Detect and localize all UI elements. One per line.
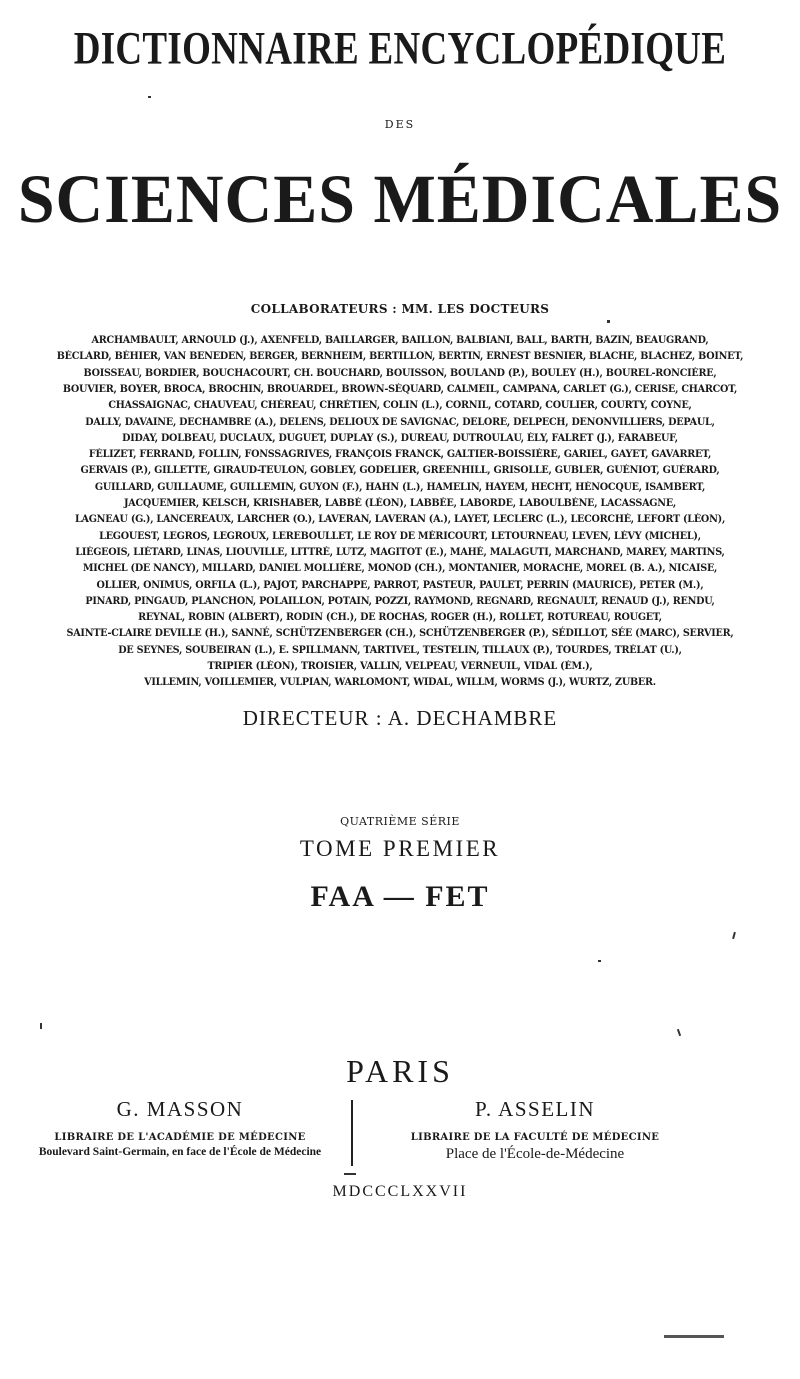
publisher-divider (351, 1100, 353, 1166)
publisher-left-name: G. MASSON (116, 1097, 244, 1121)
imprint-city: PARIS (346, 1053, 454, 1089)
print-speck (607, 320, 610, 323)
print-speck (148, 96, 151, 98)
print-speck (677, 1029, 681, 1036)
volume-range: FAA — FET (310, 880, 490, 913)
series-label: QUATRIÈME SÉRIE (340, 815, 460, 828)
contributors-line: GERVAIS (P.), GILLETTE, GIRAUD-TEULON, GOBLEY, GODELIER, GREENHILL, GRISOLLE, GUBLER, GUÉNIOT, GUÉRARD, (80, 465, 720, 477)
contributors-line: LAGNEAU (G.), LANCEREAUX, LARCHER (O.), LAVERAN, LAVERAN (A.), LAYET, LECLERC (L.), LECORCHÉ, LEFORT (LÉON), (74, 514, 726, 526)
contributors-line: DE SEYNES, SOUBEIRAN (L.), E. SPILLMANN, TARTIVEL, TESTELIN, TILLAUX (P.), TOURDES, TRÉLAT (U.), (118, 644, 682, 656)
publisher-left-role: LIBRAIRE DE L'ACADÉMIE DE MÉDECINE (54, 1132, 306, 1143)
publisher-right-address: Place de l'École-de-Médecine (445, 1146, 625, 1162)
contributors-line: ARCHAMBAULT, ARNOULD (J.), AXENFELD, BAILLARGER, BAILLON, BALBIANI, BALL, BARTH, BAZIN, BEAUGRAND, (91, 335, 709, 346)
contributors-line: LIÉGEOIS, LIÉTARD, LINAS, LIOUVILLE, LITTRÉ, LUTZ, MAGITOT (E.), MAHÉ, MALAGUTI, MARCHAND, MAREY, MARTINS, (75, 546, 725, 558)
dictionary-title: DICTIONNAIRE ENCYCLOPÉDIQUE (73, 23, 727, 75)
contributors-line: PINARD, PINGAUD, PLANCHON, POLAILLON, POTAIN, POZZI, RAYMOND, REGNARD, REGNAULT, RENAUD (J.), RENDU, (85, 595, 715, 607)
contributors-line: VILLEMIN, VOILLEMIER, VULPIAN, WARLOMONT, WIDAL, WILLM, WORMS (J.), WURTZ, ZUBER. (144, 677, 656, 689)
publisher-right (375, 1097, 695, 1163)
contributors-line: LEGOUEST, LEGROS, LEGROUX, LEREBOULLET, LE ROY DE MÉRICOURT, LETOURNEAU, LEVEN, LÉVY (MICHEL), (99, 530, 701, 542)
main-title: SCIENCES MÉDICALES (17, 161, 783, 238)
publication-year: MDCCCLXXVII (332, 1183, 468, 1200)
contributors-line: FÉLIZET, FERRAND, FOLLIN, FONSSAGRIVES, FRANÇOIS FRANCK, GALTIER-BOISSIÈRE, GARIEL, GAYET, GAVARRET, (88, 449, 712, 461)
publisher-right-role: LIBRAIRE DE LA FACULTÉ DE MÉDECINE (410, 1132, 660, 1143)
tome-label: TOME PREMIER (299, 836, 501, 861)
contributors-line: REYNAL, ROBIN (ALBERT), RODIN (CH.), DE ROCHAS, ROGER (H.), ROLLET, ROTUREAU, ROUGET, (138, 612, 662, 624)
publisher-right-name: P. ASSELIN (474, 1097, 596, 1121)
contributors-line: DALLY, DAVAINE, DECHAMBRE (A.), DELENS, DELIOUX DE SAVIGNAC, DELORE, DELPECH, DENONVILLIERS, DEPAUL, (85, 416, 715, 428)
print-speck (598, 960, 601, 962)
contributors-line: MICHEL (DE NANCY), MILLARD, DANIEL MOLLIÈRE, MONOD (CH.), MONTANIER, MORACHE, MOREL (B. A.), NICAISE, (82, 563, 718, 575)
contributors-line: BOUVIER, BOYER, BROCA, BROCHIN, BROUARDEL, BROWN-SÉQUARD, CALMEIL, CAMPANA, CARLET (G.), CERISE, CHARCOT, (62, 383, 738, 395)
publisher-left (20, 1097, 340, 1158)
contributors-line: SAINTE-CLAIRE DEVILLE (H.), SANNÉ, SCHÜTZENBERGER (CH.), SCHÜTZENBERGER (P.), SÉDILLOT, SÉE (MARC), SERVIER, (66, 628, 734, 640)
print-speck (344, 1173, 356, 1175)
contributors-line: GUILLARD, GUILLAUME, GUILLEMIN, GUYON (F.), HAHN (L.), HAMELIN, HAYEM, HECHT, HÉNOCQUE, ISAMBERT, (94, 481, 706, 493)
contributors-line: OLLIER, ONIMUS, ORFILA (L.), PAJOT, PARCHAPPE, PARROT, PASTEUR, PAULET, PERRIN (MAURICE), PETER (M.), (96, 579, 704, 591)
contributors-line: TRIPIER (LÉON), TROISIER, VALLIN, VELPEAU, VERNEUIL, VIDAL (ÉM.), (207, 661, 593, 672)
contributors-line: BOISSEAU, BORDIER, BOUCHACOURT, CH. BOUCHARD, BOUISSON, BOULAND (P.), BOULEY (H.), BOUREL-RONCIÈRE, (83, 367, 717, 379)
contributors-line: CHASSAIGNAC, CHAUVEAU, CHÉREAU, CHRÉTIEN, COLIN (L.), CORNIL, COTARD, COULIER, COURTY, COYNE, (108, 400, 692, 412)
print-speck (40, 1023, 42, 1029)
print-speck (664, 1335, 724, 1338)
director-line: DIRECTEUR : A. DECHAMBRE (242, 706, 558, 730)
contributors-heading: COLLABORATEURS : MM. LES DOCTEURS (250, 302, 550, 316)
contributors-line: BÉCLARD, BÉHIER, VAN BENEDEN, BERGER, BERNHEIM, BERTILLON, BERTIN, ERNEST BESNIER, BLACHE, BLACHEZ, BOINET, (56, 351, 744, 363)
print-speck (732, 932, 736, 939)
contributors-line: DIDAY, DOLBEAU, DUCLAUX, DUGUET, DUPLAY (S.), DUREAU, DUTROULAU, ÉLY, FALRET (J.), FARABEUF, (122, 432, 678, 444)
contributors-line: JACQUEMIER, KELSCH, KRISHABER, LABBÉ (LÉON), LABBÉE, LABORDE, LABOULBÈNE, LACASSAGNE, (123, 498, 677, 509)
title-connector: DES (384, 118, 416, 131)
publisher-left-address: Boulevard Saint-Germain, en face de l'École de Médecine (38, 1146, 322, 1158)
